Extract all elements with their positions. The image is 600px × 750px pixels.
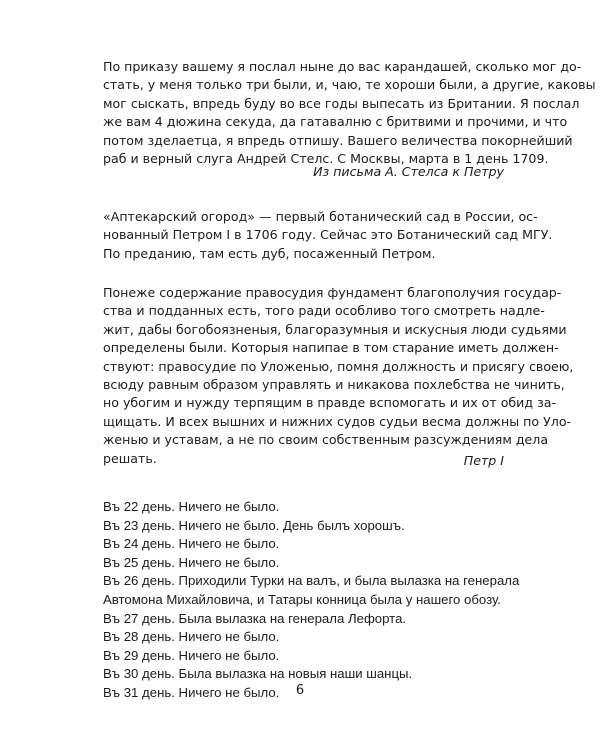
letter-line: потом зделаетца, я впредь отпишу. Вашего величества покорнейший bbox=[103, 132, 573, 148]
diary-entry: Въ 30 день. Была вылазка на новыя наши шанцы. bbox=[103, 666, 413, 682]
diary-entry: Въ 24 день. Ничего не было. bbox=[103, 536, 280, 552]
diary-entry: Автомона Михайловича, и Татары конница была у нашего обозу. bbox=[103, 591, 501, 607]
decree-line: жит, дабы богобоязненыя, благоразумныя и искусныя люди судьями bbox=[103, 321, 567, 337]
letter-line: раб и верный слуга Андрей Стелс. С Москвы, марта в 1 день 1709. bbox=[103, 151, 549, 167]
diary-entry: Въ 23 день. Ничего не было. День былъ хорошъ. bbox=[103, 517, 405, 533]
decree-line: но убогим и нужду терпящим в правде вспомогать и их от обид за- bbox=[103, 395, 557, 411]
diary-entry: Въ 29 день. Ничего не было. bbox=[103, 647, 280, 663]
garden-paragraph bbox=[103, 208, 553, 263]
page-number: 6 bbox=[295, 683, 305, 698]
decree-attribution: Петр I bbox=[463, 453, 504, 468]
diary-entry: Въ 25 день. Ничего не было. bbox=[103, 554, 280, 570]
decree-line: ствуют: правосудие по Уложенью, помня должность и присягу своею, bbox=[103, 358, 574, 374]
letter-line: стать, у меня только три были, и, чаю, те хороши были, а другие, каковы bbox=[103, 77, 596, 93]
decree-line: щищать. И всех вышних и нижних судов судьи весма должны по Уло- bbox=[103, 413, 572, 429]
decree-line: Понеже содержание правосудия фундамент благополучия государ- bbox=[103, 285, 562, 300]
diary-entries bbox=[103, 498, 520, 703]
diary-entry: Въ 28 день. Ничего не было. bbox=[103, 629, 280, 645]
garden-line: нованный Петром I в 1706 году. Сейчас это Ботанический сад МГУ. bbox=[103, 227, 553, 243]
letter-paragraph bbox=[103, 58, 596, 168]
diary-entry: Въ 31 день. Ничего не было. bbox=[103, 684, 280, 700]
letter-line: же вам 4 дюжина секуда, да гатавалню с бритвими и прочими, и что bbox=[103, 114, 568, 130]
diary-entry: Въ 27 день. Была вылазка на генерала Лефорта. bbox=[103, 610, 407, 626]
letter-line: мог сыскать, впредь буду во все годы выпесать из Британии. Я послал bbox=[103, 95, 580, 111]
letter-attribution: Из письма А. Стелса к Петру bbox=[313, 164, 504, 179]
garden-line: «Аптекарский огород» — первый ботанический сад в России, ос- bbox=[103, 209, 538, 224]
garden-line: По преданию, там есть дуб, посаженный Петром. bbox=[103, 245, 436, 261]
letter-line: По приказу вашему я послал ныне до вас карандашей, сколько мог до- bbox=[103, 59, 582, 74]
decree-paragraph bbox=[103, 284, 574, 468]
decree-line: всюду равным образом управлять и никакова похлебства не чинить, bbox=[103, 377, 565, 393]
diary-entry: Въ 22 день. Ничего не было. bbox=[103, 499, 280, 514]
decree-line: ства и подданных есть, того ради особливо того смотреть надле- bbox=[103, 303, 545, 319]
decree-line: решать. bbox=[103, 450, 157, 466]
diary-entry: Въ 26 день. Приходили Турки на валъ, и была вылазка на генерала bbox=[103, 573, 520, 589]
decree-line: определены были. Которыя напипае в том старание иметь должен- bbox=[103, 340, 559, 356]
decree-line: женью и уставам, а не по своим собственным разсуждениям дела bbox=[103, 432, 549, 448]
